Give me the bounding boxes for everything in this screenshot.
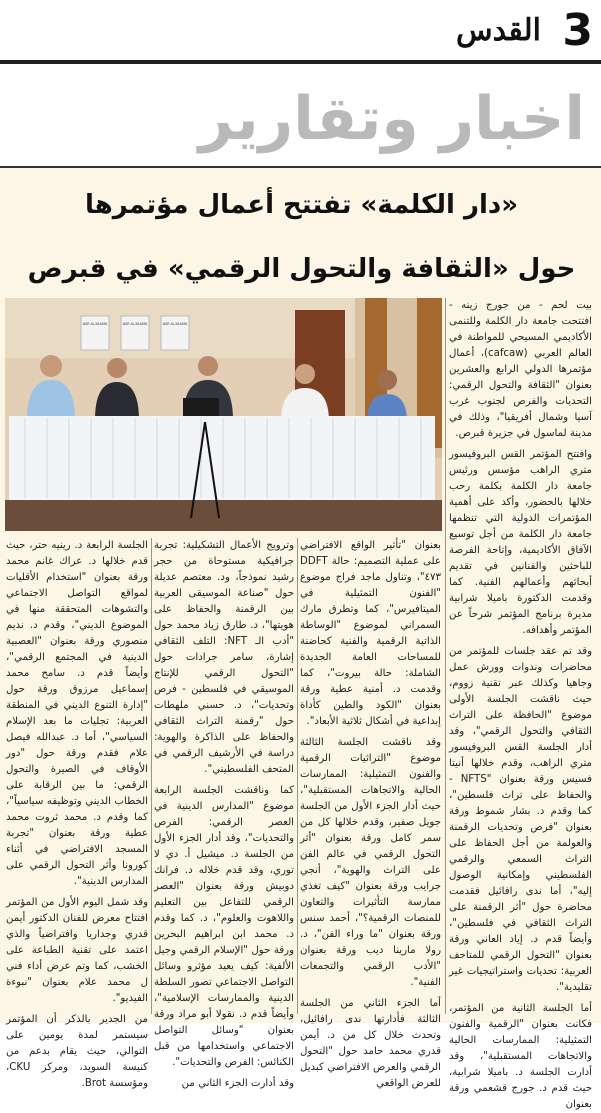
- paragraph: كما وناقشت الجلسة الرابعة موضوع "المدارس الدينية في العصر الرقمي: الفرص والتحديات"، وقد أدار الجزء الأول من الجلسة د. ميشيل أ. دي لا توري، وقد قدم خلاله د. فرانك دوبيش ورقة بعنوان "العصر الرقمي للتفاعل بين التعليم واللاهوت والعلوم"، د. كما وقدم د. محمد ابن ابراهيم البحرين ورقة حول "الإسلام الرقمي وجيل الألفية: كيف يعيد مؤثرو وسائل التواصل الاجتماعي تصور السلطة الدينية والممارسات الإسلامية"، وأيضاً قدم د. نقولا أبو مراد ورقة بعنوان "وسائل التواصل الاجتماعي واستخدامها من قبل الكنائس: الفرص والتحديات".: [154, 785, 294, 1068]
- article-column-4: [6, 538, 148, 1089]
- page-number: 3: [562, 5, 593, 56]
- conference-photo: [5, 298, 442, 531]
- photo-tablecloth: [9, 416, 435, 500]
- article-column-2: [300, 538, 441, 1089]
- column-rule: [297, 538, 298, 1014]
- paragraph: وترويج الأعمال التشكيلية: تجربة جرافيكية مستوحاة من حجر رشيد نموذجاً، ود. معتصم عديلة حول "صناعة الموسيقى العربية بين الرقمنة والحفاظ على هويتها"، د. طارق زياد محمد حول "أدب الـ NFT: التلف الثقافي إشارة، سامر جرادات حول "التحول الرقمي للإنتاج الموسيقي في فلسطين - فرص وتحديات"، د. حسني ملهطات حول "رقمنة التراث الثقافي والحفاظ على الذاكرة والهوية: دراسة في الأرشيف الرقمي في المتحف الفلسطيني".: [154, 540, 295, 775]
- column-rule: [445, 298, 446, 1014]
- article-column-1: [449, 298, 592, 1110]
- headline-line-2: حول «الثقافة والتحول الرقمي» في قبرص: [27, 254, 576, 284]
- paragraph: أما الجلسة الثانية من المؤتمر، فكانت بعنوان "الرقمية والفنون التمثيلية: الممارسات الحالية والاتجاهات المستقبلية"، وقد أدارت الجلسة د. باميلا شرابية، حيث قدم د. جورج قشعمي ورقة بعنوان: [449, 1003, 592, 1110]
- section-title: اخبار وتقارير: [198, 84, 585, 154]
- newspaper-name: القدس: [455, 13, 541, 48]
- poster-label: DAR AL-KALIMA: [162, 322, 188, 326]
- paragraph: أما الجزء الثاني من الجلسة الثالثة فأدارتها ندى رافائيل، وتحدث خلال كل من د. أيمن قدري محمد حامد حول "التحول الرقمي والعرض الافتراضي كبديل للعرض الواقعي: [300, 998, 441, 1089]
- poster-label: DAR AL-KALIMA: [122, 322, 148, 326]
- paragraph: وقد تم عقد جلسات للمؤتمر من محاضرات وندوات وورش عمل وجاهيا وكذلك عبر تقنية زووم، حيث ناقشت الجلسة الأولى موضوع "الحافظة على التراث الثقافي والتحول الرقمي"، وقد أدار الجلسة القس البروفيسور متري الراهب، وقدم خلالها أنيتا فسيس ورقة بعنوان "NFTS - والحفاظ على تراث فلسطين"، كما وقدم د. بشار شموط ورقة بعنوان "فرص وتحديات الرقمنة والعولمة من أجل الحفاظ على التراث السمعي والرقمي الفلسطيني وإمكانية الوصول إليه"، أما ندى رافائيل فقدمت محاضرة حول "أثر الرقمنة على التراث الثقافي في فلسطين"، وأيضاً قدم د. إياد العاني ورقة بعنوان "التحول الرقمي للمتاحف العربية: تحديات واستراتيجيات غير تقليدية".: [449, 646, 592, 993]
- column-rule: [151, 538, 152, 1014]
- photo-posters: [81, 316, 189, 350]
- paragraph: وقد شمل اليوم الأول من المؤتمر افتتاح معرض للفنان الدكتور أيمن قدري وجداريا وافتراضياً والذي اعتمد على تقنية الطباعة على الخشب، كما وتم عرض أداء فني ل محمد علام بعنوان "نبوءة الفيديو".: [6, 897, 148, 1004]
- photo-floor: [5, 500, 442, 531]
- headline-line-1: «دار الكلمة» تفتتح أعمال مؤتمرها: [84, 190, 519, 220]
- paragraph: من الجدير بالذكر أن المؤتمر سيستمر لمدة يومين على التوالي، حيث يقام بدعم من كنيسة السويد، ومركز CKU، ومؤسسة Brot.: [6, 1014, 148, 1089]
- masthead: [0, 0, 601, 76]
- paragraph: وقد أدارت الجزء الثاني من: [181, 1078, 294, 1089]
- paragraph: بعنوان "تأثير الواقع الافتراضي على عملية التصميم: حالة DDFT ٤٧٣"، وتناول ماجد فراج موضوع "الفنون التمثيلية في الميتافيرس"، كما وتطرق مارك السمراني لموضوع "الوساطة الذاتية الرقمية والفنية كحاضنة للمساحات العامة الجديدة الشاملة: حالة بيروت"، كما وقدمت د. أمنية عطية ورقة بعنوان "الكود والطين كأداة إبداعية في أشكال ثلاثية الأبعاد".: [300, 540, 441, 727]
- masthead-rule: [0, 60, 601, 64]
- article-column-3: [154, 538, 295, 1089]
- poster-label: DAR AL-KALIMA: [82, 322, 108, 326]
- photo-laptop: [183, 398, 219, 418]
- paragraph: وافتتح المؤتمر القس البروفيسور متري الراهب مؤسس ورئيس جامعة دار الكلمة بكلمة رحب خلالها بالحضور، وأكد على أهمية المؤتمرات الدولية التي تنظمها جامعة دار الكلمة من أجل توسيع الآفاق الأكاديمية، وإتاحة الفرصة للباحثين والفنانين في تقديم أبحاثهم وأعمالهم الفنية. كما وقدمت الدكتورة باميلا شرابية مديرة برنامج المؤتمر شرحاً عن المؤتمر وأهدافه.: [449, 449, 592, 636]
- paragraph: الجلسة الرابعة د. رينيه حتر، حيث قدم خلالها د. عراك غانم محمد ورقة بعنوان "استخدام الأقليات لمواقع التواصل الاجتماعي والتشوهات المتحققة منها في الموضوع الديني"، وقدم د. نديم منصوري ورقة بعنوان "العصبية الدينية في المجتمع الرقمي"، وأيضاً قدم د. سامح محمد إسماعيل مرزوق ورقة حول "إدارة التنوع الديني في المنطقة العربية: تجليات ما بعد الإسلام السياسي"، أما د. عبدالله فيصل علام فقدم ورقة حول "دور الأوقاف في الصيرة والتحول الرقمي: ما بين الرقابة على الخطاب الديني وتوظيفه سياسياً"، كما وقدم د. محمد ثروت محمد عطية ورقة بعنوان "تجربة المسجد الافتراضي في أثناء كورونا وأثر التحول الرقمي على المدارس الدينية".: [6, 540, 148, 887]
- paragraph: بيت لحم - من جورج زينه - افتتحت جامعة دار الكلمة وللتنمى الأكاديمي المسيحي للمواطنة في العالم العربي (cafcaw)، أعمال مؤتمرها الدولي الرابع والعشرين بعنوان "الثقافة والتحول الرقمي: التحديات والفرص لجنوب غرب آسيا وشمال أفريقيا"، وذلك في مدينة لماسول في جزيرة قبرص.: [449, 300, 592, 439]
- paragraph: وقد ناقشت الجلسة الثالثة موضوع "التراثيات الرقمية والفنون التمثيلية: الممارسات الحالية والاتجاهات المستقبلية"، حيث أدار الجزء الأول من الجلسة جويل صفير، وقدم خلالها كل من سمر كامل ورقة بعنوان "أثر التحول الرقمي في عالم الفن على التراث والهوية"، أنجي جرايب ورقة بعنوان "كيف تغذي ممارسة التأثيرات والتعاون للمنصات الرقمية؟"، أحمد سنس ورقة بعنوان "ما وراء الفن"، د. رولا مارينا ديب ورقة بعنوان "الأدب الرقمي والتجمعات الفنية".: [300, 737, 441, 988]
